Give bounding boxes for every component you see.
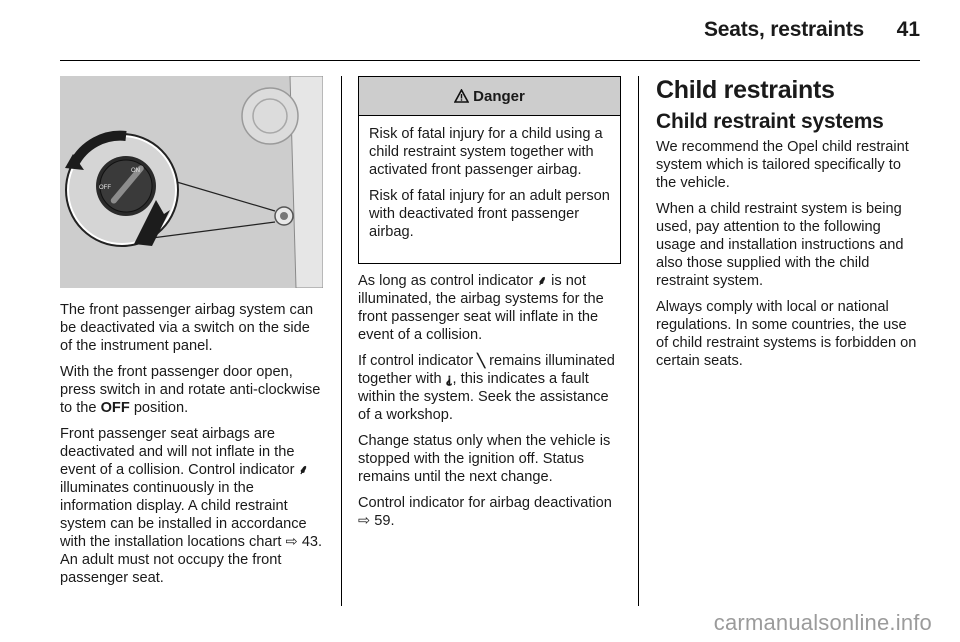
col2-paragraph-1 <box>358 272 624 344</box>
subsection-title: Child restraint systems <box>656 110 884 133</box>
airbag-on-icon: ⸘ <box>445 371 453 386</box>
danger-body <box>359 116 620 241</box>
danger-title: Danger <box>473 87 525 105</box>
col2-p4-text-a: Control indicator for airbag deactivation <box>358 495 612 511</box>
airbag-switch-figure <box>60 76 323 288</box>
col2-paragraph-3: Change status only when the vehicle is stopped with the ignition off. Status remains until the next change. <box>358 433 611 485</box>
col2-paragraph-4 <box>358 494 624 530</box>
col2-p1-text-a: As long as control indicator <box>358 273 538 289</box>
col3-paragraph-3: Always comply with local or national regulations. In some countries, the use of child restraint systems is forbidden on certain seats. <box>656 299 917 369</box>
airbag-off-icon: ⸙ <box>298 462 309 477</box>
airbag-off-icon: ⸙ <box>537 273 548 288</box>
danger-paragraph-1: Risk of fatal injury for a child using a child restraint system together with activated front passenger airbag. <box>369 126 603 178</box>
danger-box <box>358 76 621 264</box>
col2-p2-text-b: remains illuminated together with <box>358 353 615 387</box>
watermark: carmanualsonline.info <box>713 610 932 635</box>
column-2 <box>358 272 624 538</box>
switch-label-on: ON <box>131 168 140 174</box>
col1-paragraph-2 <box>60 363 326 417</box>
locations-chart-page-ref[interactable]: 43 <box>301 534 319 550</box>
ref-arrow-icon: ⇨ <box>285 534 298 550</box>
section-title: Child restraints <box>656 76 835 104</box>
col1-p3-text-a: Front passenger seat airbags are deactivated and will not inflate in the event of a collision. Control indicator <box>60 426 299 478</box>
col2-paragraph-2 <box>358 352 624 424</box>
page-number: 41 <box>896 18 920 41</box>
col1-paragraph-3 <box>60 425 326 587</box>
airbag-indicator-page-ref[interactable]: 59 <box>374 513 391 529</box>
col1-p3-text-c: . An adult must not occupy the front passenger seat. <box>60 534 323 586</box>
col2-p4-text-b: . <box>390 513 395 529</box>
col1-p3-text-b: illuminates continuously in the information display. A child restraint system can be installed in accordance with the installation locations chart <box>60 480 307 550</box>
col1-p2-text-b: position. <box>129 400 189 416</box>
col3-paragraph-2: When a child restraint system is being used, pay attention to the following usage and installation instructions and also those supplied with the child restraint system. <box>656 201 904 289</box>
col2-p2-text-c: , this indicates a fault within the system. Seek the assistance of a workshop. <box>358 371 609 423</box>
column-divider-1 <box>341 76 342 606</box>
header-divider <box>60 60 920 61</box>
warning-triangle-icon <box>454 89 469 103</box>
airbag-fault-icon: ╲ <box>477 353 486 368</box>
col1-paragraph-1: The front passenger airbag system can be deactivated via a switch on the side of the instrument panel. <box>60 302 314 354</box>
page-header-title: Seats, restraints <box>703 18 864 41</box>
col1-p2-text-a: With the front passenger door open, press switch in and rotate anti-clockwise to the <box>60 364 321 416</box>
off-position-label: OFF <box>100 400 130 416</box>
column-3 <box>656 76 922 378</box>
ref-arrow-icon: ⇨ <box>358 513 371 529</box>
column-1 <box>60 301 326 595</box>
col2-p2-text-a: If control indicator <box>358 353 478 369</box>
switch-label-off: OFF <box>99 185 111 191</box>
col2-p1-text-b: is not illuminated, the airbag systems for the front passenger seat will inflate in the event of a collision. <box>358 273 604 343</box>
col3-paragraph-1: We recommend the Opel child restraint system which is tailored specifically to the vehicle. <box>656 139 909 191</box>
airbag-switch-illustration <box>60 76 323 288</box>
danger-paragraph-2: Risk of fatal injury for an adult person with deactivated front passenger airbag. <box>369 188 610 240</box>
column-divider-2 <box>638 76 639 606</box>
danger-header <box>359 77 620 116</box>
